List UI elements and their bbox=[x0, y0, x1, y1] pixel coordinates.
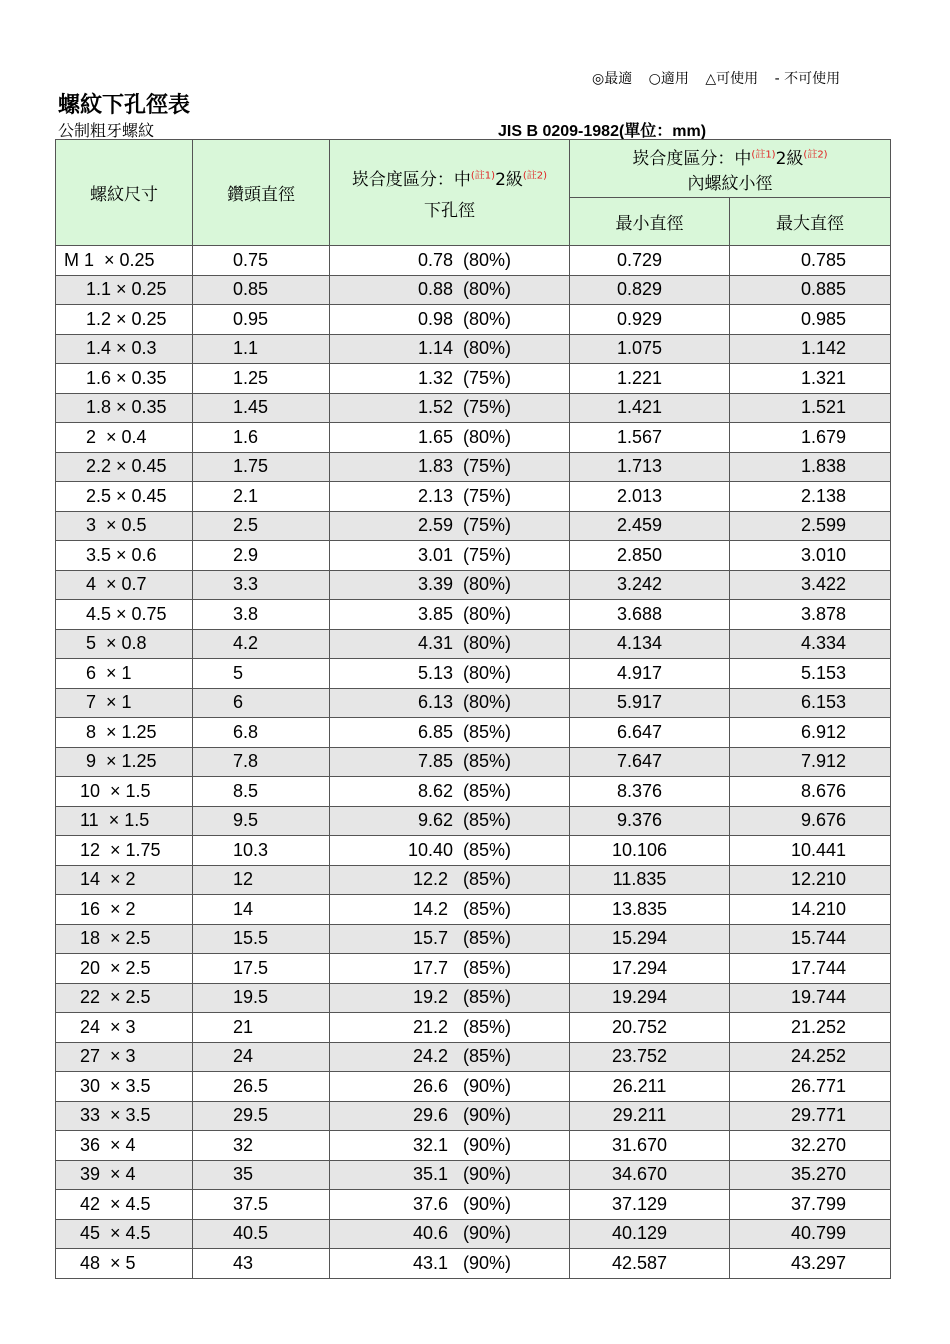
cell-min-diameter: 1.075 bbox=[570, 334, 730, 364]
cell-min-diameter: 31.670 bbox=[570, 1131, 730, 1161]
cell-thread-size: 42 × 4.5 bbox=[56, 1190, 193, 1220]
cell-hole-diameter: 7.85 (85%) bbox=[330, 747, 570, 777]
cell-hole-diameter: 32.1 (90%) bbox=[330, 1131, 570, 1161]
table-row bbox=[56, 1249, 891, 1279]
cell-hole-diameter: 1.83 (75%) bbox=[330, 452, 570, 482]
cell-max-diameter: 0.785 bbox=[730, 246, 891, 276]
cell-min-diameter: 4.917 bbox=[570, 659, 730, 689]
cell-thread-size: 48 × 5 bbox=[56, 1249, 193, 1279]
cell-drill-diameter: 43 bbox=[193, 1249, 330, 1279]
cell-drill-diameter: 3.8 bbox=[193, 600, 330, 630]
table-row bbox=[56, 983, 891, 1013]
cell-min-diameter: 26.211 bbox=[570, 1072, 730, 1102]
cell-drill-diameter: 26.5 bbox=[193, 1072, 330, 1102]
cell-min-diameter: 2.459 bbox=[570, 511, 730, 541]
cell-thread-size: 1.4 × 0.3 bbox=[56, 334, 193, 364]
cell-hole-diameter: 1.14 (80%) bbox=[330, 334, 570, 364]
table-row bbox=[56, 511, 891, 541]
cell-max-diameter: 3.878 bbox=[730, 600, 891, 630]
cell-max-diameter: 1.838 bbox=[730, 452, 891, 482]
cell-thread-size: 3.5 × 0.6 bbox=[56, 541, 193, 571]
cell-min-diameter: 2.013 bbox=[570, 482, 730, 512]
cell-max-diameter: 3.422 bbox=[730, 570, 891, 600]
cell-hole-diameter: 17.7 (85%) bbox=[330, 954, 570, 984]
cell-drill-diameter: 1.6 bbox=[193, 423, 330, 453]
cell-max-diameter: 10.441 bbox=[730, 836, 891, 866]
cell-min-diameter: 1.421 bbox=[570, 393, 730, 423]
cell-max-diameter: 14.210 bbox=[730, 895, 891, 925]
cell-min-diameter: 6.647 bbox=[570, 718, 730, 748]
cell-min-diameter: 8.376 bbox=[570, 777, 730, 807]
note-1-marker: (註1) bbox=[470, 169, 496, 181]
cell-max-diameter: 1.142 bbox=[730, 334, 891, 364]
cell-hole-diameter: 8.62 (85%) bbox=[330, 777, 570, 807]
cell-max-diameter: 32.270 bbox=[730, 1131, 891, 1161]
cell-thread-size: 4 × 0.7 bbox=[56, 570, 193, 600]
cell-max-diameter: 7.912 bbox=[730, 747, 891, 777]
note-1b-marker: (註1) bbox=[751, 148, 776, 160]
cell-max-diameter: 26.771 bbox=[730, 1072, 891, 1102]
cell-hole-diameter: 37.6 (90%) bbox=[330, 1190, 570, 1220]
tap-drill-table bbox=[55, 139, 891, 1279]
cell-thread-size: 7 × 1 bbox=[56, 688, 193, 718]
cell-max-diameter: 2.599 bbox=[730, 511, 891, 541]
cell-min-diameter: 2.850 bbox=[570, 541, 730, 571]
cell-hole-diameter: 3.39 (80%) bbox=[330, 570, 570, 600]
cell-drill-diameter: 2.1 bbox=[193, 482, 330, 512]
table-row bbox=[56, 246, 891, 276]
cell-drill-diameter: 4.2 bbox=[193, 629, 330, 659]
cell-min-diameter: 23.752 bbox=[570, 1042, 730, 1072]
cell-max-diameter: 1.321 bbox=[730, 364, 891, 394]
page-title: 螺紋下孔徑表 bbox=[58, 93, 191, 118]
cell-min-diameter: 15.294 bbox=[570, 924, 730, 954]
cell-max-diameter: 24.252 bbox=[730, 1042, 891, 1072]
header-grade: 2級 bbox=[495, 169, 523, 190]
cell-min-diameter: 3.688 bbox=[570, 600, 730, 630]
cell-hole-diameter: 43.1 (90%) bbox=[330, 1249, 570, 1279]
cell-max-diameter: 0.985 bbox=[730, 305, 891, 335]
cell-max-diameter: 40.799 bbox=[730, 1219, 891, 1249]
table-row bbox=[56, 688, 891, 718]
cell-thread-size: 5 × 0.8 bbox=[56, 629, 193, 659]
cell-thread-size: 39 × 4 bbox=[56, 1160, 193, 1190]
cell-min-diameter: 10.106 bbox=[570, 836, 730, 866]
cell-max-diameter: 8.676 bbox=[730, 777, 891, 807]
table-row bbox=[56, 718, 891, 748]
table-row bbox=[56, 600, 891, 630]
cell-thread-size: 45 × 4.5 bbox=[56, 1219, 193, 1249]
cell-max-diameter: 15.744 bbox=[730, 924, 891, 954]
cell-drill-diameter: 15.5 bbox=[193, 924, 330, 954]
cell-min-diameter: 20.752 bbox=[570, 1013, 730, 1043]
cell-max-diameter: 2.138 bbox=[730, 482, 891, 512]
symbol-legend bbox=[592, 68, 852, 88]
cell-hole-diameter: 19.2 (85%) bbox=[330, 983, 570, 1013]
header-inner-diameter-label: 內螺紋小徑 bbox=[687, 173, 773, 194]
cell-thread-size: 10 × 1.5 bbox=[56, 777, 193, 807]
header-hole-diameter bbox=[330, 140, 570, 246]
cell-max-diameter: 29.771 bbox=[730, 1101, 891, 1131]
cell-drill-diameter: 21 bbox=[193, 1013, 330, 1043]
page-subtitle: 公制粗牙螺紋 bbox=[58, 121, 155, 140]
cell-max-diameter: 35.270 bbox=[730, 1160, 891, 1190]
cell-thread-size: 12 × 1.75 bbox=[56, 836, 193, 866]
cell-drill-diameter: 35 bbox=[193, 1160, 330, 1190]
cell-drill-diameter: 14 bbox=[193, 895, 330, 925]
header-min-diameter: 最小直徑 bbox=[570, 198, 730, 246]
cell-thread-size: M 1 × 0.25 bbox=[56, 246, 193, 276]
cell-drill-diameter: 1.45 bbox=[193, 393, 330, 423]
legend-best: ◎最適 bbox=[592, 71, 633, 87]
cell-max-diameter: 5.153 bbox=[730, 659, 891, 689]
cell-drill-diameter: 1.1 bbox=[193, 334, 330, 364]
cell-hole-diameter: 4.31 (80%) bbox=[330, 629, 570, 659]
header-fit-label-2: 崁合度區分：中 bbox=[632, 148, 752, 169]
cell-hole-diameter: 0.78 (80%) bbox=[330, 246, 570, 276]
cell-max-diameter: 37.799 bbox=[730, 1190, 891, 1220]
cell-hole-diameter: 15.7 (85%) bbox=[330, 924, 570, 954]
cell-thread-size: 6 × 1 bbox=[56, 659, 193, 689]
cell-drill-diameter: 2.5 bbox=[193, 511, 330, 541]
table-row bbox=[56, 541, 891, 571]
header-thread-size: 螺紋尺寸 bbox=[56, 140, 193, 246]
cell-thread-size: 16 × 2 bbox=[56, 895, 193, 925]
cell-thread-size: 1.6 × 0.35 bbox=[56, 364, 193, 394]
cell-hole-diameter: 0.88 (80%) bbox=[330, 275, 570, 305]
cell-drill-diameter: 6 bbox=[193, 688, 330, 718]
header-max-diameter: 最大直徑 bbox=[730, 198, 891, 246]
cell-max-diameter: 21.252 bbox=[730, 1013, 891, 1043]
table-row bbox=[56, 275, 891, 305]
cell-max-diameter: 3.010 bbox=[730, 541, 891, 571]
cell-max-diameter: 6.912 bbox=[730, 718, 891, 748]
cell-drill-diameter: 8.5 bbox=[193, 777, 330, 807]
cell-thread-size: 22 × 2.5 bbox=[56, 983, 193, 1013]
cell-hole-diameter: 2.59 (75%) bbox=[330, 511, 570, 541]
table-row bbox=[56, 895, 891, 925]
header-drill-diameter: 鑽頭直徑 bbox=[193, 140, 330, 246]
cell-thread-size: 18 × 2.5 bbox=[56, 924, 193, 954]
legend-usable: △可使用 bbox=[705, 71, 759, 87]
cell-hole-diameter: 5.13 (80%) bbox=[330, 659, 570, 689]
cell-min-diameter: 9.376 bbox=[570, 806, 730, 836]
cell-drill-diameter: 24 bbox=[193, 1042, 330, 1072]
cell-min-diameter: 4.134 bbox=[570, 629, 730, 659]
cell-thread-size: 36 × 4 bbox=[56, 1131, 193, 1161]
cell-max-diameter: 19.744 bbox=[730, 983, 891, 1013]
table-row bbox=[56, 1042, 891, 1072]
table-row bbox=[56, 747, 891, 777]
cell-thread-size: 24 × 3 bbox=[56, 1013, 193, 1043]
table-row bbox=[56, 570, 891, 600]
cell-drill-diameter: 29.5 bbox=[193, 1101, 330, 1131]
cell-hole-diameter: 35.1 (90%) bbox=[330, 1160, 570, 1190]
cell-hole-diameter: 14.2 (85%) bbox=[330, 895, 570, 925]
cell-max-diameter: 1.521 bbox=[730, 393, 891, 423]
cell-drill-diameter: 12 bbox=[193, 865, 330, 895]
cell-thread-size: 3 × 0.5 bbox=[56, 511, 193, 541]
cell-drill-diameter: 0.75 bbox=[193, 246, 330, 276]
cell-thread-size: 33 × 3.5 bbox=[56, 1101, 193, 1131]
table-row bbox=[56, 482, 891, 512]
cell-min-diameter: 1.713 bbox=[570, 452, 730, 482]
cell-hole-diameter: 21.2 (85%) bbox=[330, 1013, 570, 1043]
cell-min-diameter: 0.729 bbox=[570, 246, 730, 276]
cell-max-diameter: 43.297 bbox=[730, 1249, 891, 1279]
cell-min-diameter: 5.917 bbox=[570, 688, 730, 718]
cell-max-diameter: 1.679 bbox=[730, 423, 891, 453]
table-row bbox=[56, 364, 891, 394]
cell-min-diameter: 3.242 bbox=[570, 570, 730, 600]
cell-hole-diameter: 40.6 (90%) bbox=[330, 1219, 570, 1249]
cell-drill-diameter: 40.5 bbox=[193, 1219, 330, 1249]
cell-thread-size: 2.5 × 0.45 bbox=[56, 482, 193, 512]
table-row bbox=[56, 629, 891, 659]
cell-drill-diameter: 5 bbox=[193, 659, 330, 689]
table-row bbox=[56, 865, 891, 895]
cell-drill-diameter: 10.3 bbox=[193, 836, 330, 866]
cell-drill-diameter: 0.95 bbox=[193, 305, 330, 335]
table-row bbox=[56, 305, 891, 335]
table-row bbox=[56, 1013, 891, 1043]
table-row bbox=[56, 659, 891, 689]
cell-thread-size: 1.2 × 0.25 bbox=[56, 305, 193, 335]
cell-min-diameter: 7.647 bbox=[570, 747, 730, 777]
cell-thread-size: 9 × 1.25 bbox=[56, 747, 193, 777]
cell-drill-diameter: 9.5 bbox=[193, 806, 330, 836]
cell-max-diameter: 0.885 bbox=[730, 275, 891, 305]
cell-thread-size: 20 × 2.5 bbox=[56, 954, 193, 984]
cell-hole-diameter: 0.98 (80%) bbox=[330, 305, 570, 335]
cell-hole-diameter: 9.62 (85%) bbox=[330, 806, 570, 836]
table-row bbox=[56, 806, 891, 836]
header-hole-label: 下孔徑 bbox=[424, 200, 475, 221]
cell-thread-size: 4.5 × 0.75 bbox=[56, 600, 193, 630]
table-row bbox=[56, 1190, 891, 1220]
cell-drill-diameter: 17.5 bbox=[193, 954, 330, 984]
cell-min-diameter: 0.929 bbox=[570, 305, 730, 335]
legend-suitable: ○適用 bbox=[648, 71, 689, 87]
cell-hole-diameter: 1.65 (80%) bbox=[330, 423, 570, 453]
cell-drill-diameter: 6.8 bbox=[193, 718, 330, 748]
cell-min-diameter: 19.294 bbox=[570, 983, 730, 1013]
standard-reference: JIS B 0209-1982(單位：mm) bbox=[498, 123, 707, 140]
cell-hole-diameter: 3.85 (80%) bbox=[330, 600, 570, 630]
cell-drill-diameter: 37.5 bbox=[193, 1190, 330, 1220]
cell-drill-diameter: 0.85 bbox=[193, 275, 330, 305]
cell-hole-diameter: 1.52 (75%) bbox=[330, 393, 570, 423]
cell-max-diameter: 9.676 bbox=[730, 806, 891, 836]
header-grade-2: 2級 bbox=[775, 148, 804, 169]
cell-drill-diameter: 19.5 bbox=[193, 983, 330, 1013]
cell-thread-size: 30 × 3.5 bbox=[56, 1072, 193, 1102]
cell-max-diameter: 12.210 bbox=[730, 865, 891, 895]
cell-thread-size: 2.2 × 0.45 bbox=[56, 452, 193, 482]
cell-min-diameter: 42.587 bbox=[570, 1249, 730, 1279]
cell-thread-size: 11 × 1.5 bbox=[56, 806, 193, 836]
table-row bbox=[56, 1219, 891, 1249]
note-2-marker: (註2) bbox=[522, 169, 548, 181]
cell-min-diameter: 17.294 bbox=[570, 954, 730, 984]
cell-hole-diameter: 24.2 (85%) bbox=[330, 1042, 570, 1072]
note-2b-marker: (註2) bbox=[803, 148, 828, 160]
table-row bbox=[56, 452, 891, 482]
cell-drill-diameter: 32 bbox=[193, 1131, 330, 1161]
table-row bbox=[56, 777, 891, 807]
table-row bbox=[56, 924, 891, 954]
cell-drill-diameter: 1.75 bbox=[193, 452, 330, 482]
cell-hole-diameter: 3.01 (75%) bbox=[330, 541, 570, 571]
cell-min-diameter: 34.670 bbox=[570, 1160, 730, 1190]
table-row bbox=[56, 393, 891, 423]
header-fit-label: 崁合度區分：中 bbox=[351, 169, 471, 190]
table-row bbox=[56, 954, 891, 984]
cell-thread-size: 27 × 3 bbox=[56, 1042, 193, 1072]
cell-min-diameter: 11.835 bbox=[570, 865, 730, 895]
cell-min-diameter: 1.567 bbox=[570, 423, 730, 453]
table-row bbox=[56, 334, 891, 364]
cell-drill-diameter: 3.3 bbox=[193, 570, 330, 600]
cell-hole-diameter: 29.6 (90%) bbox=[330, 1101, 570, 1131]
cell-min-diameter: 1.221 bbox=[570, 364, 730, 394]
cell-thread-size: 1.8 × 0.35 bbox=[56, 393, 193, 423]
cell-max-diameter: 4.334 bbox=[730, 629, 891, 659]
cell-min-diameter: 29.211 bbox=[570, 1101, 730, 1131]
table-row bbox=[56, 1101, 891, 1131]
cell-drill-diameter: 2.9 bbox=[193, 541, 330, 571]
table-row bbox=[56, 1072, 891, 1102]
cell-hole-diameter: 6.85 (85%) bbox=[330, 718, 570, 748]
table-row bbox=[56, 1131, 891, 1161]
cell-min-diameter: 37.129 bbox=[570, 1190, 730, 1220]
cell-thread-size: 14 × 2 bbox=[56, 865, 193, 895]
table-row bbox=[56, 836, 891, 866]
cell-hole-diameter: 2.13 (75%) bbox=[330, 482, 570, 512]
cell-hole-diameter: 6.13 (80%) bbox=[330, 688, 570, 718]
cell-max-diameter: 6.153 bbox=[730, 688, 891, 718]
cell-min-diameter: 13.835 bbox=[570, 895, 730, 925]
header-inner-thread bbox=[570, 140, 891, 198]
cell-thread-size: 2 × 0.4 bbox=[56, 423, 193, 453]
cell-hole-diameter: 1.32 (75%) bbox=[330, 364, 570, 394]
cell-thread-size: 1.1 × 0.25 bbox=[56, 275, 193, 305]
cell-hole-diameter: 12.2 (85%) bbox=[330, 865, 570, 895]
cell-hole-diameter: 26.6 (90%) bbox=[330, 1072, 570, 1102]
table-row bbox=[56, 1160, 891, 1190]
cell-max-diameter: 17.744 bbox=[730, 954, 891, 984]
cell-drill-diameter: 7.8 bbox=[193, 747, 330, 777]
cell-drill-diameter: 1.25 bbox=[193, 364, 330, 394]
cell-hole-diameter: 10.40 (85%) bbox=[330, 836, 570, 866]
table-row bbox=[56, 423, 891, 453]
cell-min-diameter: 0.829 bbox=[570, 275, 730, 305]
cell-thread-size: 8 × 1.25 bbox=[56, 718, 193, 748]
legend-not-usable: - 不可使用 bbox=[774, 71, 841, 87]
cell-min-diameter: 40.129 bbox=[570, 1219, 730, 1249]
